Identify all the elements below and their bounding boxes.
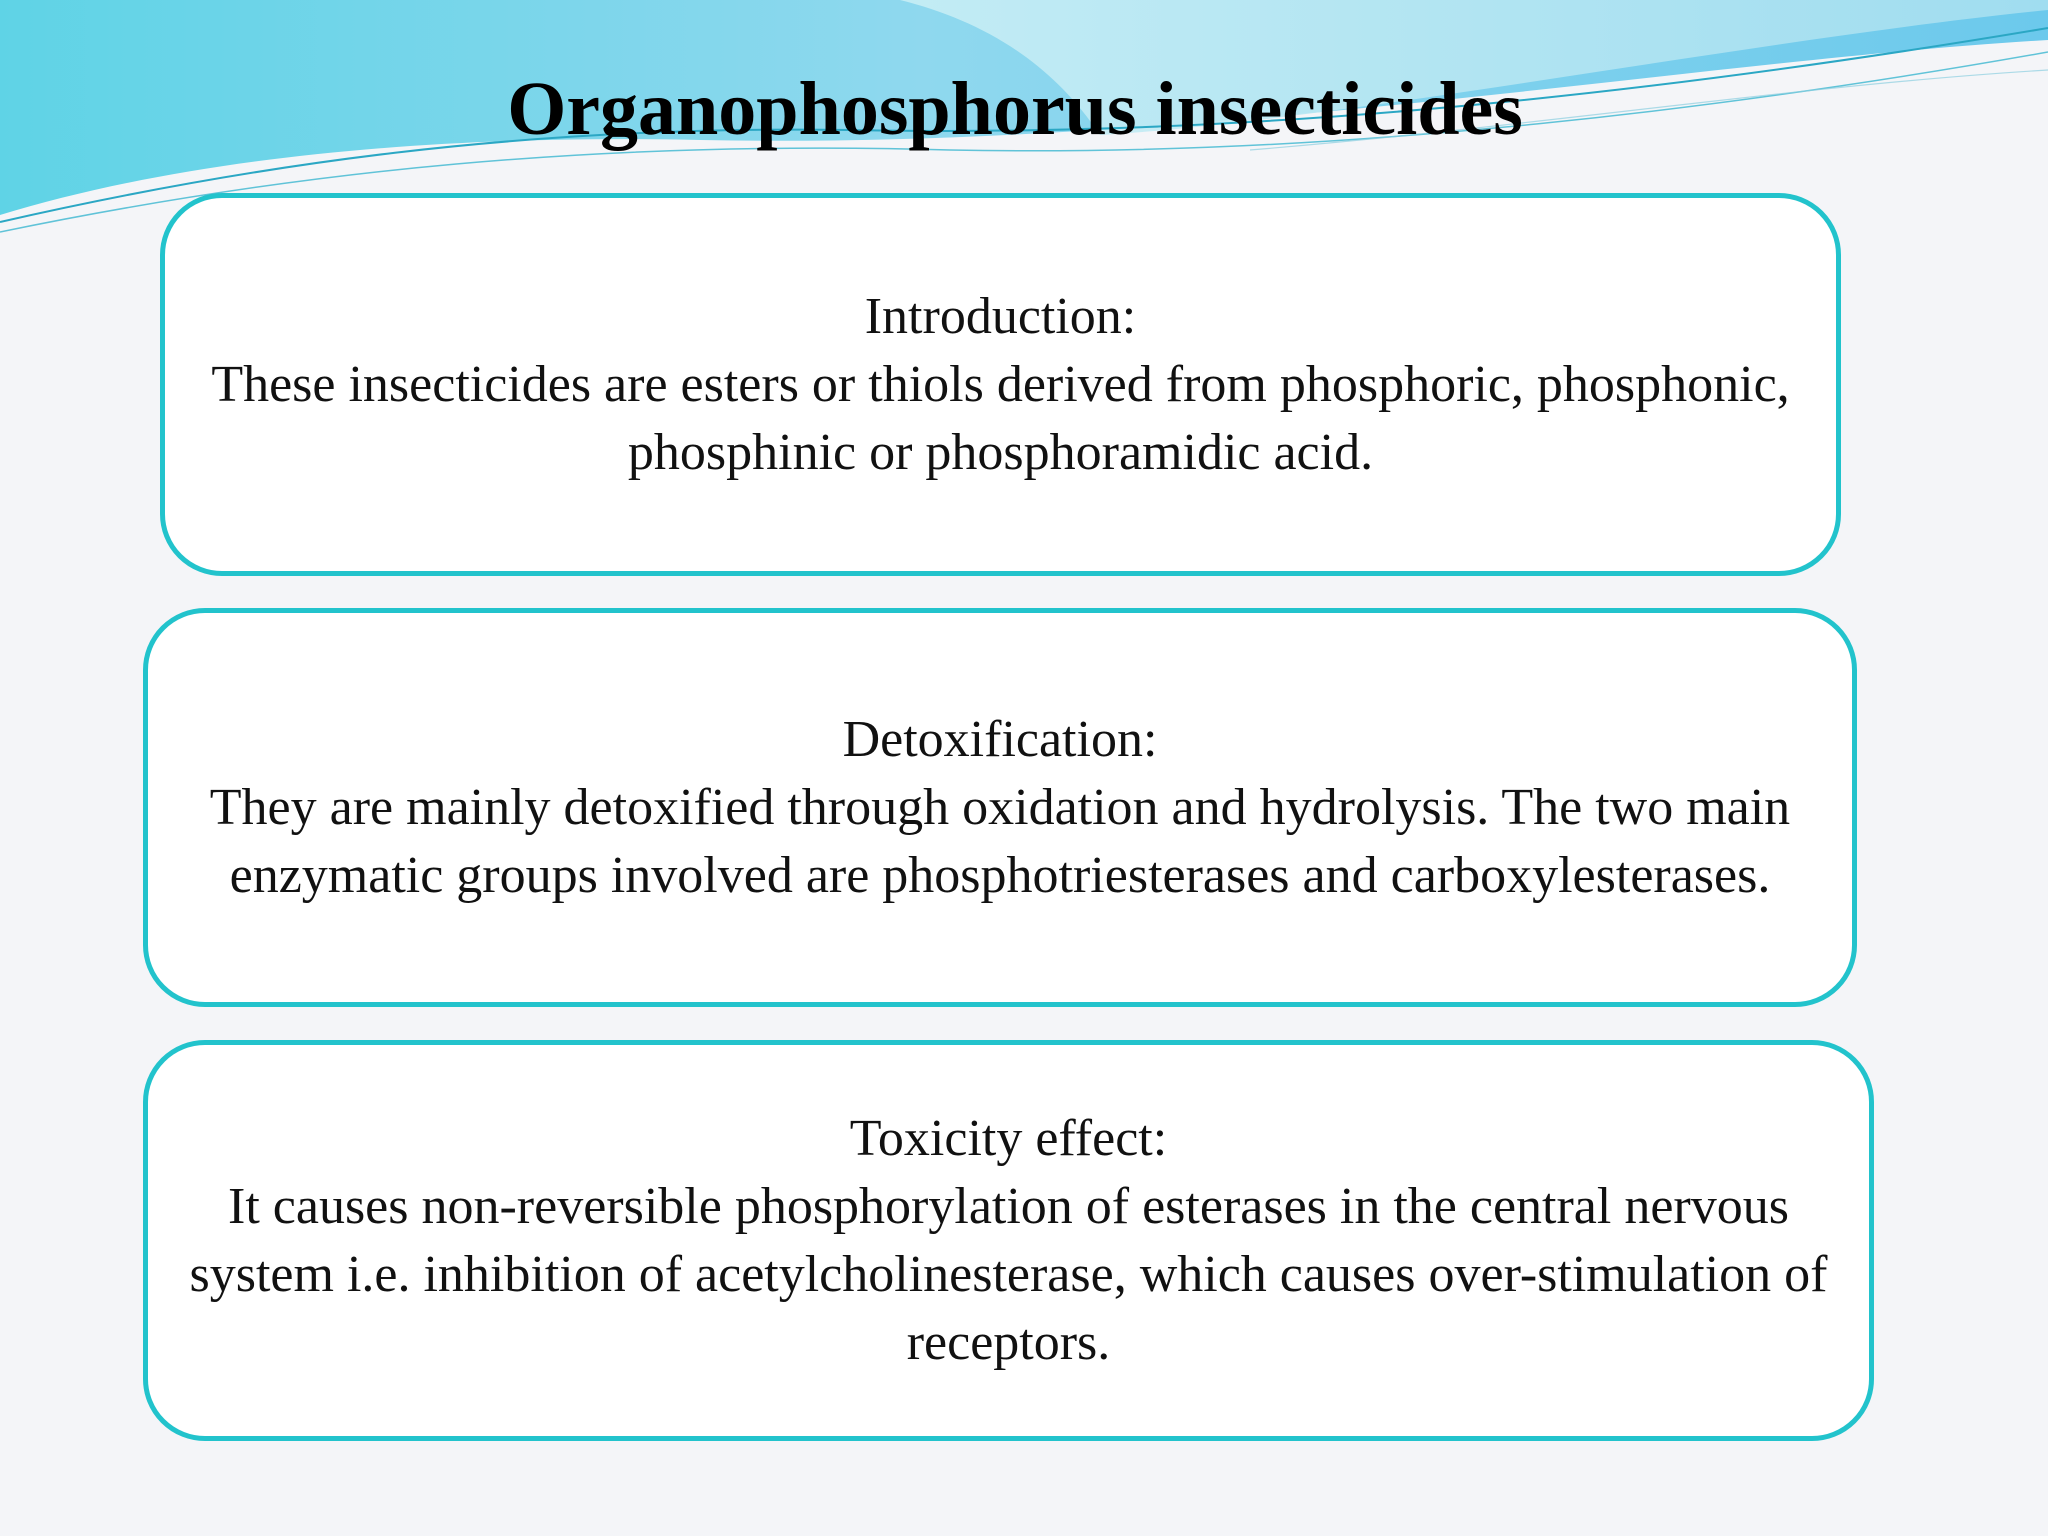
- detoxification-box: [143, 608, 1857, 1007]
- detoxification-heading: Detoxification:: [842, 710, 1158, 768]
- detoxification-text: They are mainly detoxified through oxidation and hydrolysis. The two main enzymatic groups involved are phosphotriesterases and carboxylesterases.: [209, 778, 1791, 904]
- introduction-text: These insecticides are esters or thiols derived from phosphoric, phosphonic, phosphinic or phosphoramidic acid.: [211, 355, 1790, 481]
- introduction-box: [160, 193, 1841, 576]
- toxicity-effect-box: [143, 1040, 1874, 1441]
- toxicity-effect-text: It causes non-reversible phosphorylation of esterases in the central nervous system i.e. inhibition of acetylcholinesterase, which causes over-stimulation of receptors.: [189, 1177, 1828, 1371]
- slide-title: Organophosphorus insecticides: [507, 67, 1523, 151]
- toxicity-effect-heading: Toxicity effect:: [849, 1109, 1168, 1167]
- introduction-heading: Introduction:: [864, 287, 1137, 345]
